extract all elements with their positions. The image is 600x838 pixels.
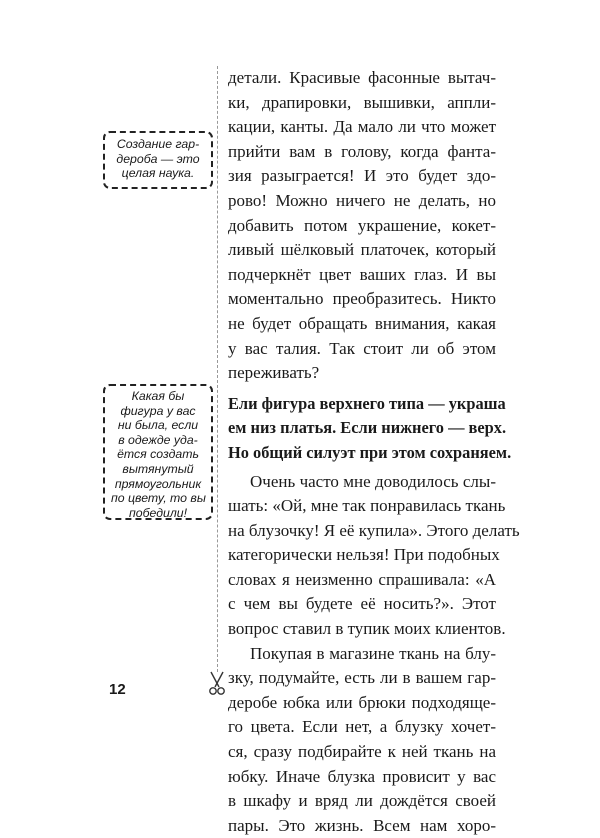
text-line: с чем вы будете её носить?». Этот: [228, 594, 496, 614]
text-line: ся, сразу подбирайте к ней ткань на: [228, 742, 496, 762]
text-line: подчеркнёт цвет ваших глаз. И вы: [228, 264, 496, 284]
text-line: юбку. Иначе блузка провисит у вас: [228, 766, 496, 786]
paragraph: [228, 66, 496, 386]
text-line: Очень часто мне доводилось слы-: [250, 471, 496, 491]
page-number: 12: [109, 681, 126, 698]
note-line: по цвету, то вы: [111, 491, 206, 506]
text-line: Ели фигура верхнего типа — украша: [228, 393, 506, 413]
note-line: прямоугольник: [114, 476, 202, 491]
paragraph: [228, 642, 496, 838]
dashed-cut-line: [217, 66, 218, 672]
note-line: Создание гар-: [116, 137, 200, 151]
text-line: зия разыграется! И это будет здо-: [228, 166, 496, 186]
text-line: у вас талия. Так стоит ли об этом: [228, 338, 496, 358]
main-text-column: [228, 66, 520, 838]
text-line: го цвета. Если нет, а блузку хочет-: [228, 717, 496, 737]
text-line: добавить потом украшение, кокет-: [228, 215, 496, 235]
text-line: шать: «Ой, мне так понравилась ткань: [228, 496, 506, 516]
text-line: не будет обращать внимания, какая: [228, 313, 496, 333]
text-line: прийти вам в голову, когда фанта-: [228, 141, 496, 161]
text-line: ем низ платья. Если нижнего — верх.: [228, 418, 507, 438]
note-line: вытянутый: [122, 461, 194, 476]
bold-highlight-paragraph: [228, 392, 512, 466]
text-line: зку, подумайте, есть ли в вашем гар-: [228, 668, 496, 688]
text-line: детали. Красивые фасонные вытач-: [228, 68, 496, 87]
text-line: пары. Это жизнь. Всем нам хоро-: [228, 815, 496, 835]
text-line: Но общий силуэт при этом сохраняем.: [228, 442, 512, 462]
margin-note-1: [103, 131, 213, 189]
note-line: целая наука.: [121, 166, 195, 181]
text-line: кации, канты. Да мало ли что может: [228, 117, 496, 137]
note-line: дероба — это: [116, 151, 200, 166]
note-line: фигура у вас: [120, 403, 196, 418]
note-line: Какая бы: [131, 389, 185, 403]
note-line: в одежде уда-: [118, 432, 198, 447]
note-line: ни была, если: [117, 418, 199, 433]
text-line: вопрос ставил в тупик моих клиентов.: [228, 619, 506, 639]
text-line: на блузочку! Я её купила». Этого делать: [228, 520, 520, 540]
text-line: моментально преобразитесь. Никто: [228, 289, 496, 309]
text-line: словах я неизменно спрашивала: «А: [228, 569, 496, 589]
text-line: в шкафу и вряд ли дождётся своей: [228, 791, 496, 811]
text-line: переживать?: [228, 363, 320, 383]
text-line: ливый шёлковый платочек, который: [228, 240, 496, 260]
text-line: деробе юбка или брюки подходяще-: [228, 692, 496, 712]
text-line: категорически нельзя! При подобных: [228, 545, 500, 565]
text-line: ки, драпировки, вышивки, аппли-: [228, 92, 496, 112]
text-line: Покупая в магазине ткань на блу-: [250, 643, 496, 663]
note-line: победили!: [128, 505, 188, 520]
text-line: рово! Можно ничего не делать, но: [228, 190, 496, 210]
paragraph: [228, 470, 520, 642]
scissors-icon: [206, 670, 228, 696]
note-line: ётся создать: [117, 447, 199, 462]
margin-note-2: [103, 384, 213, 520]
